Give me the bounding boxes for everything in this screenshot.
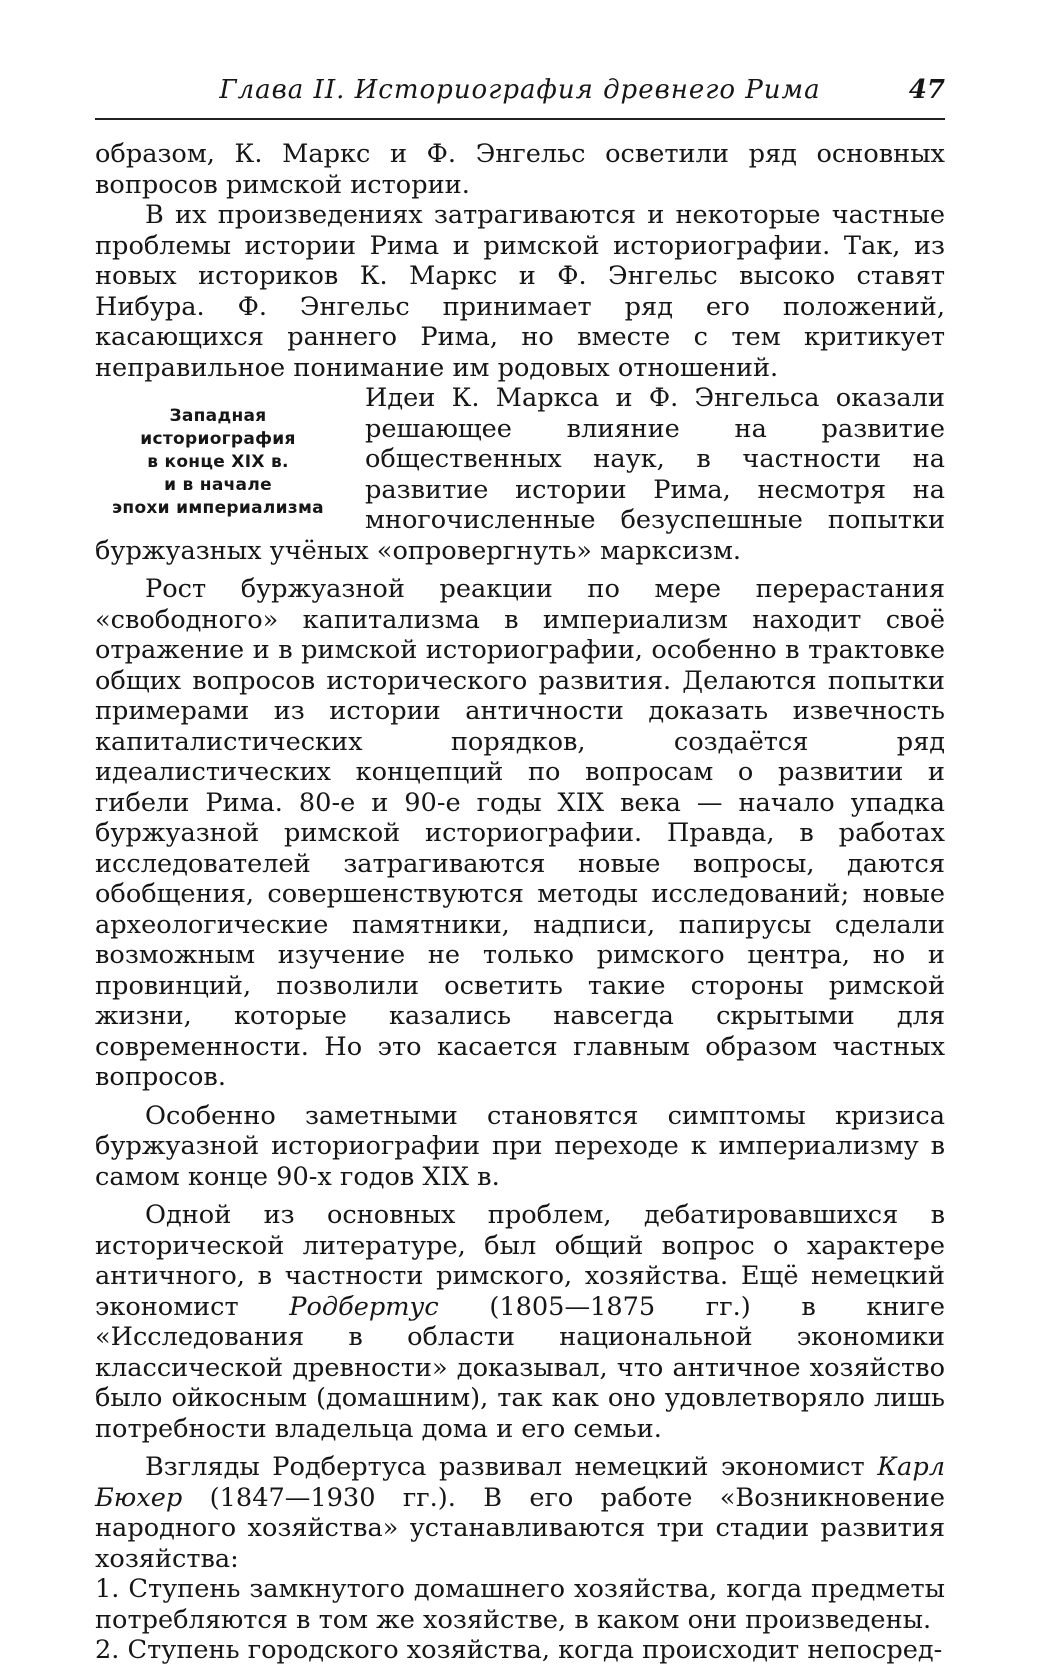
list-item-1: 1. Ступень замкнутого домашнего хозяйства, когда предметы потребляются в том же хозяйстве, в каком они произведены. <box>95 1574 945 1635</box>
paragraph-7-text-a: Взгляды Родбертуса развивал немецкий экономист <box>145 1452 878 1482</box>
paragraph-6-text-a: Одной из основных проблем, дебатировавшихся в исторической литературе, был общий вопрос о характере античного, в частности римского, хозяйства. Ещё немецкий экономист <box>95 1200 945 1322</box>
author-name-rodbertus: Родбертус <box>289 1291 439 1322</box>
side-heading-line: историография <box>140 429 296 449</box>
paragraph-1: образом, К. Маркс и Ф. Энгельс осветили ряд основных вопросов римской истории. <box>95 139 945 200</box>
section-side-heading <box>87 405 349 520</box>
running-title: Глава II. Историография древнего Рима <box>219 75 821 105</box>
list-item-2: 2. Ступень городского хозяйства, когда происходит непосред- <box>95 1635 943 1665</box>
side-heading-line: и в начале <box>164 475 272 495</box>
paragraph-7-text-b: (1847—1930 гг.). В его работе «Возникновение народного хозяйства» устанавливаются три стадии развития хозяйства: <box>95 1482 945 1574</box>
paragraph-3: Идеи К. Маркса и Ф. Энгельса оказали решающее влияние на развитие общественных наук, в частности на развитие истории Рима, несмотря на многочисленные безуспешные попытки буржуазных учёных «опровергнуть» марксизм. <box>95 383 945 566</box>
side-heading-line: Западная <box>169 406 267 426</box>
paragraph-6 <box>95 1200 945 1444</box>
header-rule <box>95 118 945 120</box>
page-number: 47 <box>908 75 945 105</box>
side-heading-line: в конце XIX в. <box>147 452 289 472</box>
paragraph-5: Особенно заметными становятся симптомы кризиса буржуазной историографии при переходе к империализму в самом конце 90-х годов XIX в. <box>95 1100 945 1192</box>
paragraph-6-text-b: (1805—1875 гг.) в книге «Исследования в области национальной экономики классической древности» доказывал, что античное хозяйство было ойкосным (домашним), так как оно удовлетворяло лишь потребности владельца дома и его семьи. <box>95 1291 946 1444</box>
paragraph-7 <box>95 1452 945 1574</box>
paragraph-4: Рост буржуазной реакции по мере перерастания «свободного» капитализма в империализм находит своё отражение и в римской историографии, особенно в трактовке общих вопросов исторического развития. Делаются попытки примерами из истории античности доказать извечность капиталистических порядков, создаётся ряд идеалистических концепций по вопросам о развитии и гибели Рима. 80-е и 90-е годы XIX века — начало упадка буржуазной римской историографии. Правда, в работах исследователей затрагиваются новые вопросы, даются обобщения, совершенствуются методы исследований; новые археологические памятники, надписи, папирусы сделали возможным изучение не только римского центра, но и провинций, позволили осветить такие стороны римской жизни, которые казались навсегда скрытыми для современности. Но это касается главным образом частных вопросов. <box>95 574 945 1092</box>
author-name-bucher: Карл Бюхер <box>95 1452 945 1513</box>
side-heading-line: эпохи империализма <box>112 498 324 518</box>
paragraph-2: В их произведениях затрагиваются и некоторые частные проблемы истории Рима и римской историографии. Так, из новых историков К. Маркс и Ф. Энгельс высоко ставят Нибура. Ф. Энгельс принимает ряд его положений, касающихся раннего Рима, но вместе с тем критикует неправильное понимание им родовых отношений. <box>95 200 945 383</box>
body-text <box>95 139 945 1666</box>
page-header <box>95 75 945 109</box>
